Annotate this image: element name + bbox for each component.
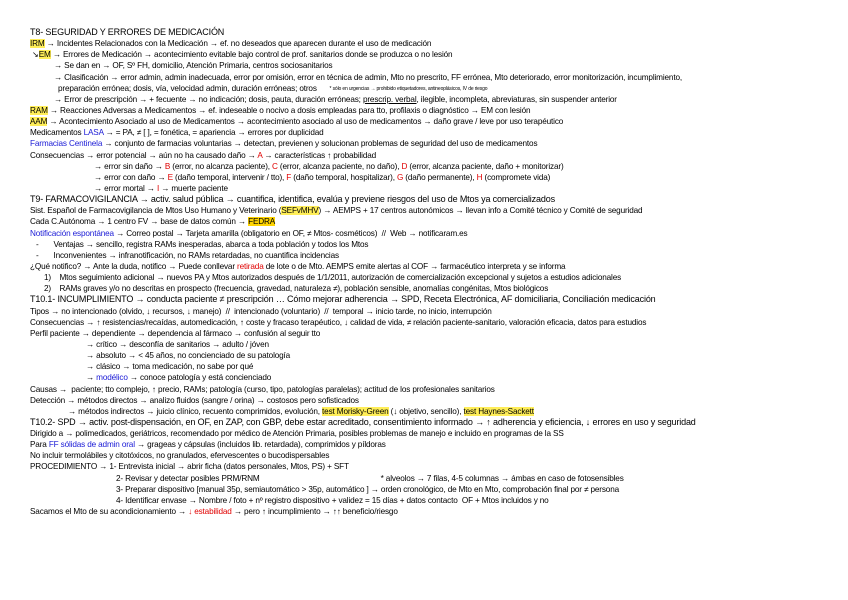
text-line (30, 450, 840, 461)
text-run: ) → AEMPS + 17 centros autonómicos → llevan info a Comité técnico y Comité de seguridad (318, 206, 643, 216)
highlighted-term: RAM (30, 105, 48, 115)
text-line (30, 239, 840, 250)
text-line (30, 495, 840, 506)
text-run: (daño temporal, hospitalizar), (291, 172, 397, 182)
text-line (30, 116, 840, 127)
text-run: (daño permanente), (403, 172, 477, 182)
text-run: → Se dan en → OF, Sº FH, domicilio, Atención Primaria, centros sociosanitarios (54, 61, 333, 71)
text-line (30, 216, 840, 227)
text-run: → Acontecimiento Asociado al uso de Medicamentos → acontecimiento asociado al uso de medicamentos → daño grave / leve por uso terapéutico (47, 117, 564, 127)
text-run: → Incidentes Relacionados con la Medicación → ef. no deseados que aparecen durante el uso de medicación (44, 39, 432, 49)
text-line (30, 461, 840, 472)
text-line (30, 72, 840, 83)
text-line (30, 473, 840, 484)
text-run: → conjunto de farmacias voluntarias → detectan, previenen y solucionan problemas de seguridad del uso de medicamentos (102, 139, 538, 149)
text-run: Causas → paciente; tto complejo, ↑ precio, RAMs; patología (curso, tipo, patologías paralelas); actitud de los profesionales sanitarios (30, 384, 495, 394)
section-heading (30, 417, 840, 428)
text-run: Tipos → no intencionado (olvido, ↓ recursos, ↓ manejo) // intencionado (voluntario) // temporal → inicio tarde, no inicio, interrupción (30, 306, 492, 316)
text-run: (daño temporal, intervenir / tto), (172, 172, 287, 182)
text-line (30, 395, 840, 406)
text-run: → Reacciones Adversas a Medicamentos → ef. indeseable o nocivo a dosis empleadas para tto, profilaxis o diagnóstico → EM con lesión (47, 105, 531, 115)
blue-term: FF sólidas de admin oral (48, 440, 135, 450)
text-run: → error con daño → (94, 172, 168, 182)
text-run: Cada C.Autónoma → 1 centro FV → base de datos común → (30, 217, 249, 227)
blue-term: LASA (83, 128, 104, 138)
highlighted-term: AAM (30, 117, 48, 127)
document-page (30, 27, 840, 517)
blue-term: modélico (96, 373, 128, 383)
highlighted-term: test Haynes-Sackett (463, 406, 534, 416)
text-run: → características ↑ probabilidad (262, 150, 377, 160)
text-run: , ilegible, incompleta, abreviaturas, sin suspender anterior (416, 94, 617, 104)
text-run: → crítico → desconfía de sanitarios → adulto / jóven (86, 339, 269, 349)
text-line (30, 183, 840, 194)
text-run: Consecuencias → ↑ resistencias/recaídas, automedicación, ↑ coste y fracaso terapéutico, ↓ calidad de vida, ≠ relación paciente-sanitario, valoración eficacia, datos para estudios (30, 317, 647, 327)
text-run: → = PA, ≠ [ ], = fonética, = apariencia → errores por duplicidad (103, 128, 324, 138)
text-line (30, 339, 840, 350)
text-run: 1) Mtos seguimiento adicional → nuevos PA y Mtos autorizados después de 1/1/2011, autorización de comercialización excepcional y sujetos a estudios adicionales (44, 273, 622, 283)
red-term: C (272, 161, 278, 171)
text-run: → muerte paciente (159, 183, 228, 193)
text-run: → absoluto → < 45 años, no concienciado de su patología (86, 351, 291, 361)
text-line (30, 172, 840, 183)
text-run: Para (30, 440, 49, 450)
text-run: Dirigido a → polimedicados, geriátricos, recomendado por médico de Atención Primaria, posibles problemas de manejo e incluido en programas de la SS (30, 429, 564, 439)
text-run: 2) RAMs graves y/o no descritas en prospecto (frecuencia, gravedad, naturaleza ≠), población sensible, anomalías congénitas, Mtos biológicos (44, 284, 549, 294)
text-run: (error, no alcanza paciente), (170, 161, 273, 171)
text-run: T10.1- INCUMPLIMIENTO → conducta paciente ≠ prescripción … Cómo mejorar adherencia → SPD, Receta Electrónica, AF domiciliaria, Conciliación medicación (30, 294, 656, 305)
text-run: → clásico → toma medicación, no sabe por qué (86, 362, 254, 372)
text-line (30, 406, 840, 417)
text-line (30, 205, 840, 216)
text-line (30, 105, 840, 116)
text-run: 3- Preparar dispositivo [manual 35p, semiautomático > 35p, automático ] → orden cronológico, de Mto en Mto, comprobación final por ≠ persona (116, 484, 619, 494)
text-run: preparación errónea; dosis, vía, velocidad admin, duración erróneas; otros (58, 83, 330, 93)
red-term: F (286, 172, 292, 182)
red-term: A (257, 150, 263, 160)
text-run: 4- Identificar envase → Nombre / foto + nº registro dispositivo + validez = 15 días + datos contacto OF + Mtos incluidos y no (116, 495, 549, 505)
red-term: H (476, 172, 483, 182)
text-run: → Correo postal → Tarjeta amarilla (obligatorio en OF, ≠ Mtos- cosméticos) // Web → notificaram.es (113, 228, 468, 238)
text-run: → error mortal → (94, 183, 157, 193)
text-run: Sacamos el Mto de su acondicionamiento → (30, 507, 189, 517)
text-run: (compromete vida) (482, 172, 551, 182)
text-run: (error, alcanza paciente, daño + monitorizar) (407, 161, 564, 171)
text-run: → Clasificación → error admin, admin inadecuada, error por omisión, error en técnica de admin, Mto no prescrito, FF errónea, Mto deteriorado, error monitorización, incumplimiento, (54, 72, 682, 82)
text-line (30, 428, 840, 439)
text-line (30, 372, 840, 383)
text-line (30, 317, 840, 328)
underlined-term: prescrip. verbal (362, 94, 417, 104)
text-run: de lote o de Mto. AEMPS emite alertas al COF → farmacéutico interpreta y se informa (263, 261, 566, 271)
highlighted-term: SEFvMHV (281, 206, 319, 216)
highlighted-term: IRM (30, 39, 45, 49)
text-run: ↘ (32, 50, 39, 60)
text-line (30, 272, 840, 283)
text-line (30, 484, 840, 495)
text-line (30, 250, 840, 261)
red-term: B (164, 161, 171, 171)
text-run: Perfil paciente → dependiente → dependencia al fármaco → confusión al seguir tto (30, 328, 321, 338)
text-line (30, 261, 840, 272)
text-line (30, 306, 840, 317)
text-run: - Inconvenientes → infranotificación, no RAMs retardadas, no cuantifica incidencias (36, 250, 339, 260)
text-run: → pero ↑ incumplimiento → ↑↑ beneficio/riesgo (231, 507, 398, 517)
red-term: D (401, 161, 408, 171)
text-line (30, 161, 840, 172)
highlighted-term: FEDRA (248, 217, 276, 227)
text-run: → Errores de Medicación → acontecimiento evitable bajo control de prof. sanitarios donde se produzca o no lesión (50, 50, 453, 60)
red-term: retirada (237, 261, 264, 271)
highlighted-term: EM (38, 50, 51, 60)
blue-term: Farmacias Centinela (30, 139, 103, 149)
text-line (30, 127, 840, 138)
text-run: ¿Qué notifico? → Ante la duda, notifico → Puede conllevar (30, 261, 238, 271)
text-run: No incluir termolábiles y citotóxicos, no granulados, efervescentes o bucodispersables (30, 451, 330, 461)
red-term: ↓ estabilidad (188, 507, 232, 517)
text-run: Consecuencias → error potencial → aún no ha causado daño → (30, 150, 258, 160)
side-note: * sólo en urgencias → prohibido etiquetadores, antineoplásicos, IV de riesgo (329, 85, 488, 92)
text-run: → grageas y cápsulas (incluidos lib. retardada), comprimidos y píldoras (134, 440, 386, 450)
text-run: Detección → métodos directos → analizo fluidos (sangre / orina) → costosos pero sofisticados (30, 395, 359, 405)
text-run: Medicamentos (30, 128, 84, 138)
text-run: Sist. Español de Farmacovigilancia de Mtos Uso Humano y Veterinario ( (30, 206, 282, 216)
text-line (30, 60, 840, 71)
text-line (30, 138, 840, 149)
text-run: → métodos indirectos → juicio clínico, recuento comprimidos, evolución, (68, 406, 323, 416)
text-line (30, 350, 840, 361)
red-term: G (396, 172, 404, 182)
text-run: (↓ objetivo, sencillo), (388, 406, 464, 416)
text-run: T8- SEGURIDAD Y ERRORES DE MEDICACIÓN (30, 27, 225, 37)
text-line (30, 49, 840, 60)
text-run: 2- Revisar y detectar posibles PRM/RNM * alveolos → 7 filas, 4-5 columnas → ámbas en caso de fotosensibles (116, 473, 624, 483)
red-term: E (167, 172, 173, 182)
text-line (30, 384, 840, 395)
section-heading (30, 27, 840, 38)
text-line (30, 283, 840, 294)
text-line (30, 83, 840, 94)
section-heading (30, 294, 840, 305)
text-line (30, 506, 840, 517)
text-run: → (86, 373, 97, 383)
text-run: → error sin daño → (94, 161, 165, 171)
text-run: - Ventajas → sencillo, registra RAMs inesperadas, abarca a toda población y todos los Mtos (36, 239, 369, 249)
text-line (30, 38, 840, 49)
text-line (30, 94, 840, 105)
blue-term: Notificación espontánea (30, 228, 114, 238)
section-heading (30, 194, 840, 205)
text-line (30, 150, 840, 161)
text-run: → conoce patología y está concienciado (127, 373, 272, 383)
text-run: T10.2- SPD → activ. post-dispensación, en OF, en ZAP, con GBP, debe estar acreditado, consentimiento informado → ↑ adherencia y eficiencia, ↓ errores en uso y seguridad (30, 416, 696, 427)
text-run: (error, alcanza paciente, no daño), (277, 161, 402, 171)
text-run: T9- FARMACOVIGILANCIA → activ. salud pública → cuantifica, identifica, evalúa y previene riesgos del uso de Mtos ya comercializados (30, 194, 555, 205)
text-line (30, 328, 840, 339)
text-run: PROCEDIMIENTO → 1- Entrevista inicial → abrir ficha (datos personales, Mtos, PS) + SFT (30, 462, 349, 472)
text-run: → Error de prescripción → + fecuente → no indicación; dosis, pauta, duración erróneas; (54, 94, 363, 104)
text-line (30, 228, 840, 239)
text-line (30, 439, 840, 450)
text-line (30, 361, 840, 372)
highlighted-term: test Morisky-Green (322, 406, 389, 416)
red-term: I (156, 183, 160, 193)
